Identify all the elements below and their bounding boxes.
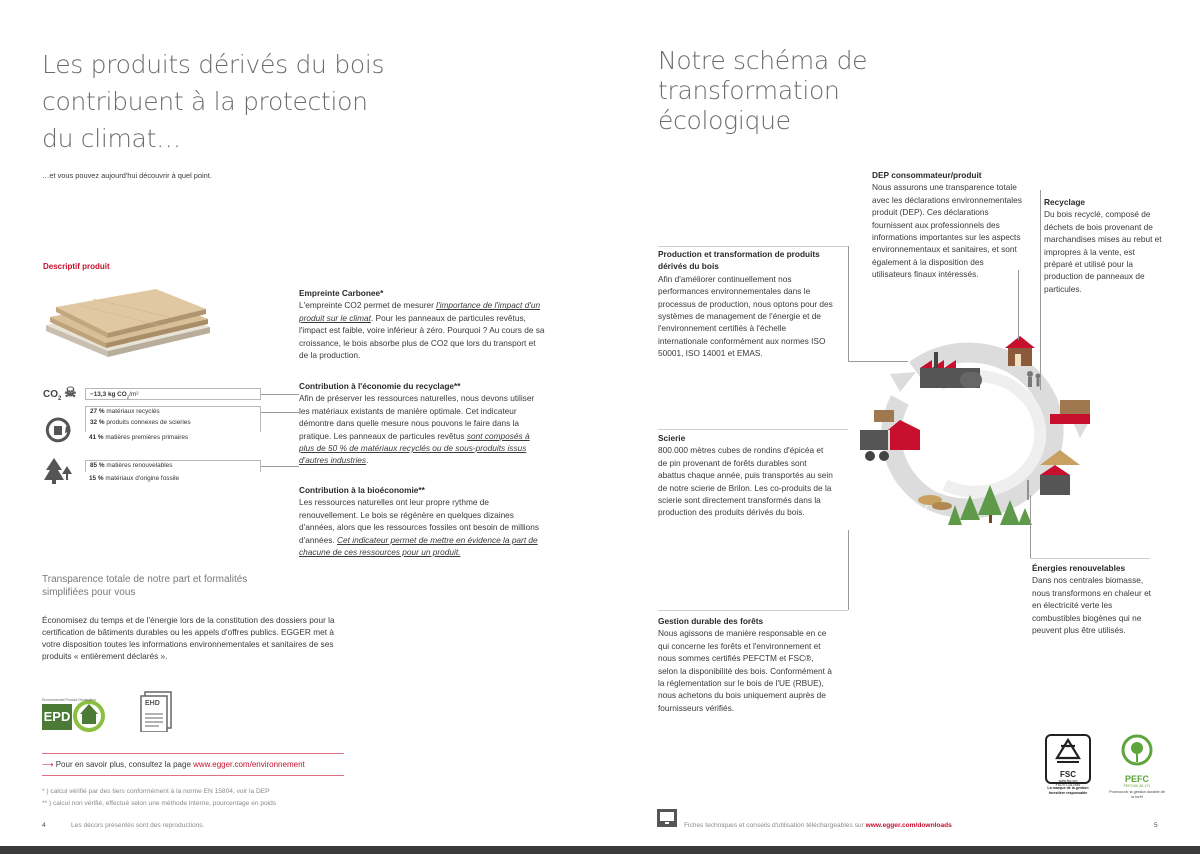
bio-connector bbox=[261, 466, 299, 467]
divider-top bbox=[42, 753, 344, 754]
more-info-line: ⟶ Pour en savoir plus, consultez la page www.egger.com/environnement bbox=[42, 760, 305, 769]
left-subtitle: …et vous pouvez aujourd'hui découvrir à quel point. bbox=[42, 171, 212, 180]
page-number-right: 5 bbox=[1154, 822, 1158, 829]
bottom-bar bbox=[0, 846, 1200, 854]
recycling-connector-r bbox=[1040, 190, 1041, 390]
bio-row: 85 % matières renouvelables bbox=[90, 462, 173, 469]
co2-icon: $CO_2$ ☠ bbox=[43, 384, 77, 402]
transparency-text: Économisez du temps et de l'énergie lors de la constitution des dossiers pour la certification de bâtiments durables ou les appels d'offres publics. EGGER met à votre disposition toutes les informations environnementales et sanitaires de ses produits « entièrement déclarés ». bbox=[42, 615, 335, 661]
forest-connector bbox=[848, 530, 849, 610]
arrow-right-icon: ⟶ bbox=[42, 760, 54, 769]
ehd-label: EHD bbox=[145, 700, 160, 707]
forest-top bbox=[658, 610, 848, 611]
bio-row: 15 % matériaux d'origine fossile bbox=[89, 475, 180, 482]
recycle-icon bbox=[44, 416, 72, 444]
recycling-row: 32 % produits connexes de scieries bbox=[90, 418, 191, 426]
production-top bbox=[658, 246, 848, 247]
block-production: Production et transformation de produits dérivés du bois Afin d'améliorer continuellement nos performances environnementales dans le processus de production, nous optons pour des systèmes de management de l'énergie et de l'environnement certifiés à l'échelle internationale conformément aux normes ISO 50001, ISO 14001 et EMAS. bbox=[658, 249, 833, 359]
environment-link[interactable]: www.egger.com/environnement bbox=[193, 760, 305, 769]
recycling-row: 41 % matières premières primaires bbox=[89, 434, 189, 441]
block-sawmill: Scierie 800.000 mètres cubes de rondins d'épicéa et de pin provenant de forêts durables sont abattus chaque année, puis transportés au sein de notre scierie de Brilon. Les co-produits de la scierie sont directement transformés dans la production des produits dérivés du bois. bbox=[658, 433, 833, 518]
recycling-box bbox=[85, 406, 261, 432]
recycling-row: 27 % matériaux recyclés bbox=[90, 408, 160, 415]
ehd-document-icon bbox=[139, 688, 175, 732]
block-dep: DEP consommateur/produit Nous assurons une transparence totale avec les déclarations environnementales produit (DEP). Ces déclarations fournissent aux professionnels des informations importantes sur les aspects environnementaux et sanitaires, et sont également à la disposition des utilisateurs finaux intéressés. bbox=[872, 170, 1022, 280]
downloads-link[interactable]: www.egger.com/downloads bbox=[865, 822, 952, 829]
block-forest: Gestion durable des forêts Nous agissons de manière responsable en ce qui concerne les forêts et l'environnement et nous sommes certifiés PEFCTM et FSC®, selon la disponibilité des bois. Conformément à la réglementation sur le bois de l'UE (RBUE), nous achetons du bois uniquement auprès de fournisseurs vérifiés. bbox=[658, 616, 832, 713]
section-carbon: Empreinte Carbonee* L'empreinte CO2 permet de mesurer l'importance de l'impact d'un produit sur le climat. Pour les panneaux de particules revêtus, l'impact est faible, voire inférieur à zéro. Pourquoi ? Au cours de sa croissance, le bois absorbe plus de CO2 que lors du transport et de la production. bbox=[299, 288, 545, 361]
left-page-title: Les produits dérivés du bois contribuent à la protection du climat… bbox=[42, 50, 385, 153]
footer-note: Les décors présentés sont des reproductions. bbox=[71, 822, 205, 829]
transparency-title: Transparence totale de notre part et formalités simplifiées pour vous bbox=[42, 574, 248, 598]
sawmill-top bbox=[658, 429, 848, 430]
recycling-connector bbox=[261, 412, 299, 413]
right-page-title: Notre schéma de transformation écologique bbox=[658, 46, 868, 135]
epd-logo: EPD Environmental Product Declaration bbox=[42, 698, 114, 732]
footnote-2: ** ) calcul non vérifié, effectué selon une méthode interne, pourcentage en poids bbox=[42, 800, 277, 807]
section-bioeconomy: Contribution à la bioéconomie** Les ressources naturelles ont leur propre rythme de renouvellement. Le bois se régénère en quelques dizaines d'années, alors que les ressources fossiles ont besoin de millions d'années. Cet indicateur permet de mettre en évidence la part de chacune de ces ressources pour un produit. bbox=[299, 485, 540, 558]
co2-value-box: −13,3 kg $CO_2/m^2$ bbox=[85, 388, 261, 400]
product-label: Descriptif produit bbox=[43, 262, 110, 271]
fsc-tree-icon bbox=[1047, 736, 1089, 766]
production-connector-h bbox=[848, 361, 908, 362]
divider-bottom bbox=[42, 775, 344, 776]
page-number-left: 4 bbox=[42, 822, 46, 829]
energy-connector bbox=[1030, 495, 1031, 558]
fsc-logo: FSC www.fsc.org FSC® C017845 La marque de la gestion forestière responsable bbox=[1043, 734, 1093, 814]
block-energy: Énergies renouvelables Dans nos centrales biomasse, nous transformons en chaleur et en électricité verte les combustibles biogènes qui ne peuvent plus être utilisés. bbox=[1032, 563, 1151, 636]
downloads-line: Fiches techniques et conseils d'utilisation téléchargeables sur www.egger.com/downloads bbox=[684, 822, 952, 829]
tree-icon bbox=[44, 458, 74, 484]
pefc-logo: PEFC PEFC/06-38-171 Promouvoir la gestion durable de la forêt bbox=[1108, 734, 1166, 814]
house-icon bbox=[1005, 336, 1035, 366]
section-recycling: Contribution à l'économie du recyclage** Afin de préserver les ressources naturelles, nous devons utiliser les matériaux existants de manière optimale. Cet indicateur démontre dans quelle mesure nous pouvons le faire dans la pratique. Les panneaux de particules revêtus sont composés à plus de 50 % de matériaux recyclés ou de sous-produits issus d'autres industries. bbox=[299, 381, 535, 466]
block-recycling: Recyclage Du bois recyclé, composé de déchets de bois provenant de marchandises mises au rebut et impropres à la vente, est préparé et utilisé pour la production de panneaux de particules. bbox=[1044, 197, 1162, 294]
pefc-tree-icon bbox=[1117, 734, 1157, 770]
monitor-icon bbox=[657, 809, 677, 827]
co2-connector bbox=[261, 394, 299, 395]
production-connector bbox=[848, 246, 849, 361]
energy-top bbox=[1030, 558, 1150, 559]
bio-box bbox=[85, 460, 261, 472]
particle-board-image bbox=[38, 285, 218, 360]
footnote-1: * ) calcul vérifié par des tiers conformément à la norme EN 15804, voir la DEP bbox=[42, 788, 270, 795]
